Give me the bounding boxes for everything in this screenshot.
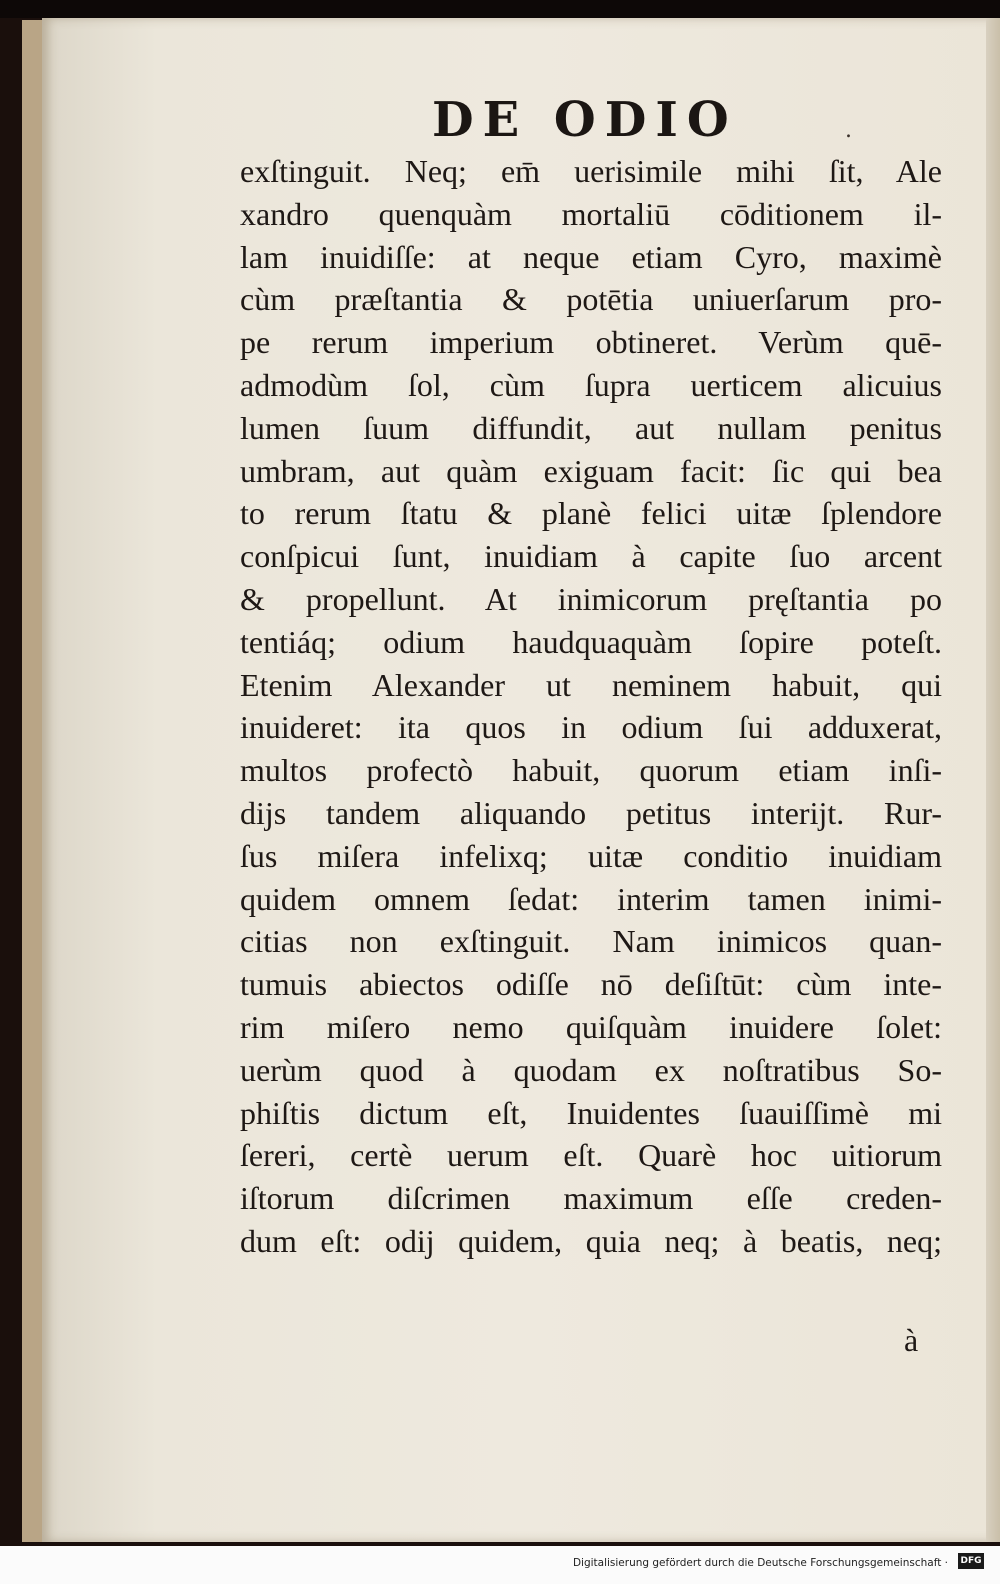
text-line: & propellunt. At inimicorum pręſtantia po bbox=[240, 580, 942, 617]
text-line: umbram, aut quàm exiguam facit: ſic qui bea bbox=[240, 452, 942, 489]
body-text bbox=[240, 150, 960, 1263]
text-line: ſus miſera infelixq; uitæ conditio inuidiam bbox=[240, 837, 942, 874]
running-head-mark: . bbox=[845, 118, 852, 143]
text-line: pe rerum imperium obtineret. Verùm quē- bbox=[240, 324, 942, 361]
text-line: citias non exſtinguit. Nam inimicos quan- bbox=[240, 923, 942, 960]
text-line: to rerum ſtatu & planè felici uitæ ſplendore bbox=[240, 495, 942, 532]
funding-notice: Digitalisierung gefördert durch die Deutsche Forschungsgemeinschaft · bbox=[572, 1557, 948, 1569]
text-line: conſpicui ſunt, inuidiam à capite ſuo arcent bbox=[240, 538, 942, 575]
catchword: à bbox=[904, 1322, 919, 1358]
running-head: DE ODIO bbox=[432, 92, 738, 148]
text-line: rim miſero nemo quiſquàm inuidere ſolet: bbox=[240, 1008, 942, 1045]
text-line: tumuis abiectos odiſſe nō deſiſtūt: cùm inte- bbox=[240, 966, 942, 1003]
text-line: admodùm ſol, cùm ſupra uerticem alicuius bbox=[240, 366, 942, 403]
text-line: Etenim Alexander ut neminem habuit, qui bbox=[240, 666, 942, 703]
text-line: xandro quenquàm mortaliū cōditionem il- bbox=[240, 195, 942, 232]
text-line: tentiáq; odium haudquaquàm ſopire poteſt. bbox=[240, 623, 942, 660]
text-line: inuideret: ita quos in odium ſui adduxerat, bbox=[240, 709, 942, 746]
text-line: ſereri, certè uerum eſt. Quarè hoc uitiorum bbox=[240, 1137, 942, 1174]
text-line: uerùm quod à quodam ex noſtratibus So- bbox=[240, 1051, 942, 1088]
text-line: dijs tandem aliquando petitus interijt. Rur- bbox=[240, 794, 942, 831]
text-line: cùm præſtantia & potētia uniuerſarum pro- bbox=[240, 281, 942, 318]
scan-top-edge bbox=[0, 0, 1000, 18]
text-line: phiſtis dictum eſt, Inuidentes ſuauiſſimè mi bbox=[240, 1094, 942, 1131]
text-line: exſtinguit. Neq; em̄ uerisimile mihi ſit, Ale bbox=[240, 153, 942, 189]
text-line: quidem omnem ſedat: interim tamen inimi- bbox=[240, 880, 942, 917]
text-line: iſtorum diſcrimen maximum eſſe creden- bbox=[240, 1180, 942, 1217]
dfg-logo: DFG bbox=[958, 1553, 984, 1569]
text-line: multos profectò habuit, quorum etiam inſi- bbox=[240, 752, 942, 789]
text-line: lam inuidiſſe: at neque etiam Cyro, maximè bbox=[240, 238, 942, 275]
page-right-edge bbox=[986, 18, 1000, 1542]
text-line: lumen ſuum diffundit, aut nullam penitus bbox=[240, 409, 942, 446]
text-line: dum eſt: odij quidem, quia neq; à beatis, neq; bbox=[240, 1222, 942, 1259]
